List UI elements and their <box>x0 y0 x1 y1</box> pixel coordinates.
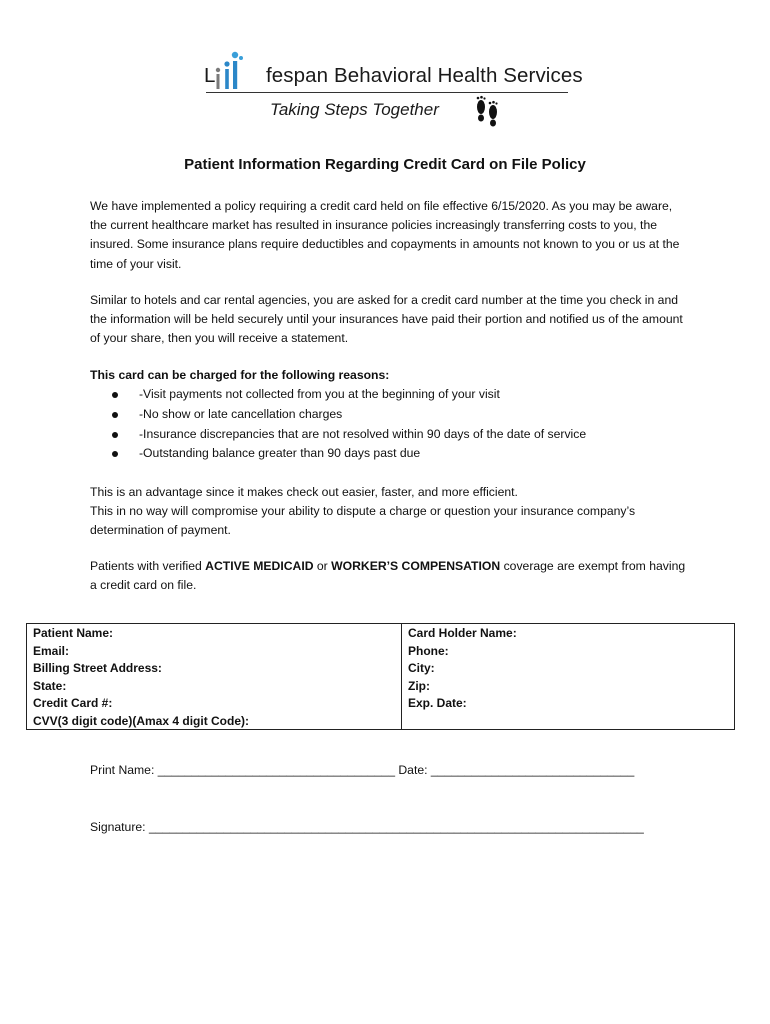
logo-name: fespan Behavioral Health Services <box>266 64 583 87</box>
list-item: -Visit payments not collected from you at the beginning of your visit <box>112 385 672 405</box>
reasons-list <box>112 385 672 464</box>
city-field[interactable]: City: <box>402 659 735 677</box>
signature-input[interactable]: _________________________________________________________________________ <box>148 820 644 834</box>
table-row <box>27 642 735 660</box>
empty-cell <box>402 712 735 730</box>
signature-label: Signature: <box>90 820 146 834</box>
table-row <box>27 694 735 712</box>
policy-paragraph-1: We have implemented a policy requiring a credit card held on file effective 6/15/2020. As you may be aware, the current healthcare market has resulted in insurance policies increasingly transferring costs to you, the insured. Some insurance plans require deductibles and copayments in amounts not known to you or us at the time of your visit. <box>90 199 680 271</box>
date-input[interactable]: ______________________________ <box>430 763 635 777</box>
logo-tagline: Taking Steps Together <box>270 100 439 119</box>
state-field[interactable]: State: <box>27 677 402 695</box>
table-row <box>27 659 735 677</box>
exp-date-field[interactable]: Exp. Date: <box>402 694 735 712</box>
patient-name-field[interactable]: Patient Name: <box>27 624 402 642</box>
policy-paragraph-2: Similar to hotels and car rental agencies, you are asked for a credit card number at the time you check in and the information will be held securely until your insurances have paid their portion and notified us of the amount of your share, then you will receive a statement. <box>90 293 683 346</box>
billing-street-address-field[interactable]: Billing Street Address: <box>27 659 402 677</box>
reasons-heading: This card can be charged for the following reasons: <box>90 368 390 382</box>
bullet-icon <box>112 432 118 438</box>
zip-field[interactable]: Zip: <box>402 677 735 695</box>
print-name-label: Print Name: <box>90 763 155 777</box>
bullet-icon <box>112 412 118 418</box>
exemption-paragraph: Patients with verified ACTIVE MEDICAID or WORKER’S COMPENSATION coverage are exempt from having a credit card on file. <box>90 559 686 593</box>
logo-divider <box>206 92 568 93</box>
list-item: -Outstanding balance greater than 90 days past due <box>112 444 672 464</box>
letterhead-logo <box>204 44 583 134</box>
email-field[interactable]: Email: <box>27 642 402 660</box>
document-title: Patient Information Regarding Credit Card on File Policy <box>184 156 586 173</box>
advantage-paragraph: This is an advantage since it makes check out easier, faster, and more efficient. This in no way will compromise your ability to dispute a charge or question your insurance company’s determination of payment. <box>90 485 636 538</box>
bullet-icon <box>112 451 118 457</box>
card-holder-name-field[interactable]: Card Holder Name: <box>402 624 735 642</box>
table-row <box>27 677 735 695</box>
logo-prefix: L <box>204 64 216 87</box>
bullet-icon <box>112 392 118 398</box>
date-label: Date: <box>398 763 428 777</box>
print-name-row <box>90 763 634 777</box>
credit-card-number-field[interactable]: Credit Card #: <box>27 694 402 712</box>
table-row <box>27 624 735 642</box>
cvv-field[interactable]: CVV(3 digit code)(Amax 4 digit Code): <box>27 712 402 730</box>
list-item: -No show or late cancellation charges <box>112 405 672 425</box>
signature-row <box>90 820 644 834</box>
credit-card-form-table <box>26 623 735 730</box>
list-item: -Insurance discrepancies that are not resolved within 90 days of the date of service <box>112 425 672 445</box>
print-name-input[interactable]: ___________________________________ <box>157 763 395 777</box>
phone-field[interactable]: Phone: <box>402 642 735 660</box>
table-row <box>27 712 735 730</box>
footprints-icon <box>472 95 502 129</box>
